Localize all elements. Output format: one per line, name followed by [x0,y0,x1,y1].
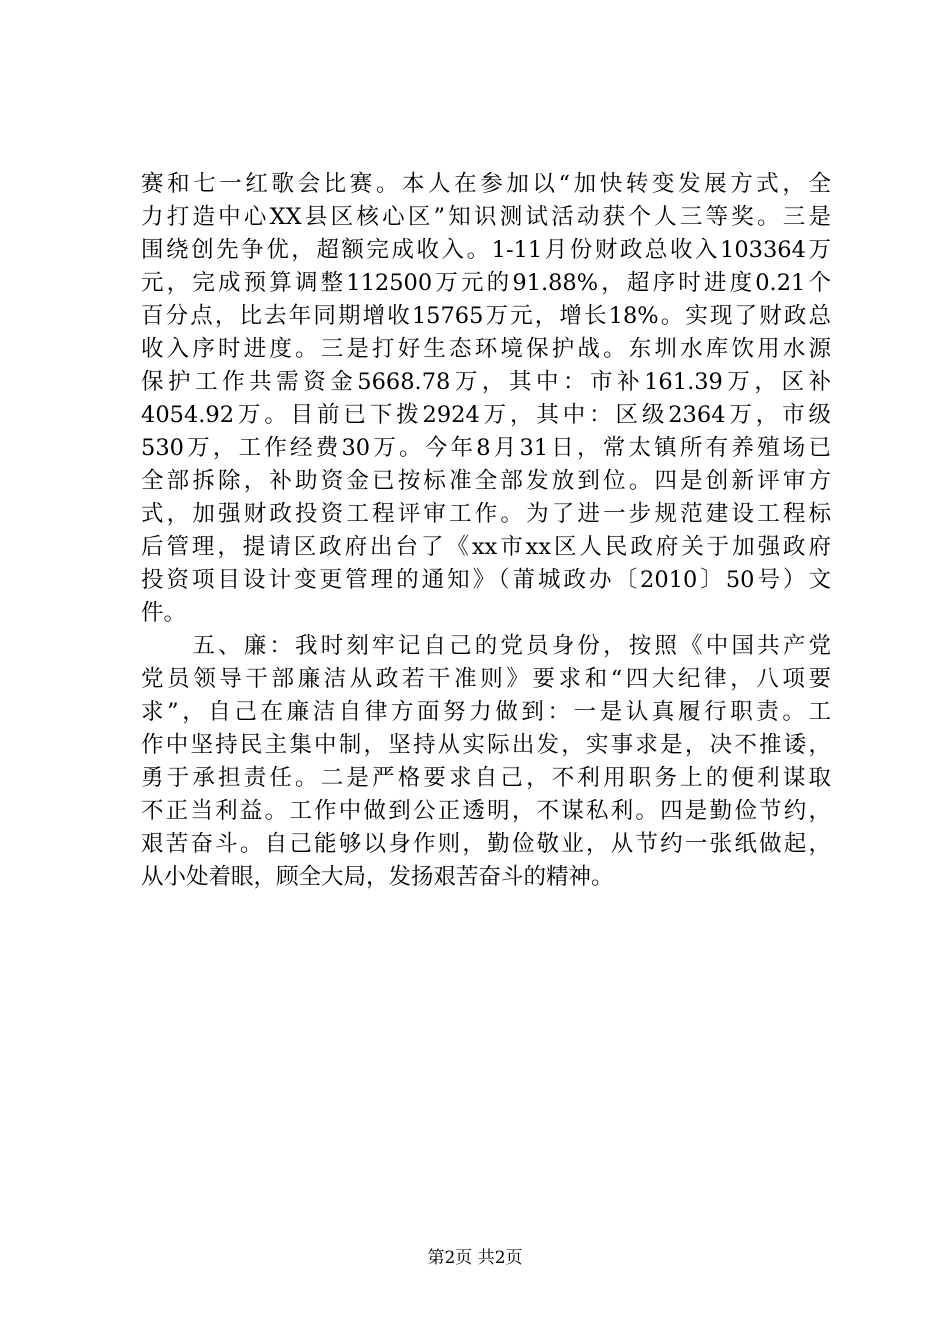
paragraph-achievements [141,168,831,630]
text-line: 从小处着眼，顾全大局，发扬艰苦奋斗的精神。 [141,864,614,890]
text-line: 五、廉：我时刻牢记自己的党员身份，按照《中国共产党 [141,633,831,659]
text-line: 党员领导干部廉洁从政若干准则》要求和“四大纪律，八项要 [141,666,831,692]
text-line: 式，加强财政投资工程评审工作。为了进一步规范建设工程标 [141,501,831,527]
text-line: 530万，工作经费30万。今年8月31日，常太镇所有养殖场已 [141,435,831,461]
text-line: 后管理，提请区政府出台了《xx市xx区人民政府关于加强政府 [141,534,831,560]
text-line: 围绕创先争优，超额完成收入。1-11月份财政总收入103364万 [141,237,831,263]
text-line: 赛和七一红歌会比赛。本人在参加以“加快转变发展方式，全 [141,171,831,197]
text-line: 件。 [141,600,187,626]
text-line: 4054.92万。目前已下拨2924万，其中：区级2364万，市级 [141,402,831,428]
text-line: 力打造中心XX县区核心区”知识测试活动获个人三等奖。三是 [141,204,831,230]
text-line: 元，完成预算调整112500万元的91.88%，超序时进度0.21个 [141,270,831,296]
text-line: 收入序时进度。三是打好生态环境保护战。东圳水库饮用水源 [141,336,831,362]
text-line: 勇于承担责任。二是严格要求自己，不利用职务上的便利谋取 [141,765,831,791]
text-line: 作中坚持民主集中制，坚持从实际出发，实事求是，决不推诿， [141,732,831,758]
text-line: 保护工作共需资金5668.78万，其中：市补161.39万，区补 [141,369,831,395]
page-number-footer: 第2页 共2页 [427,1248,523,1268]
text-line: 不正当利益。工作中做到公正透明，不谋私利。四是勤俭节约， [141,798,831,824]
document-body [141,168,831,894]
text-line: 百分点，比去年同期增收15765万元，增长18%。实现了财政总 [141,303,831,329]
text-line: 求”，自己在廉洁自律方面努力做到：一是认真履行职责。工 [141,699,831,725]
text-line: 艰苦奋斗。自己能够以身作则，勤俭敬业，从节约一张纸做起， [141,831,831,857]
paragraph-integrity [141,630,831,894]
text-line: 全部拆除，补助资金已按标准全部发放到位。四是创新评审方 [141,468,831,494]
text-line: 投资项目设计变更管理的通知》（莆城政办〔2010〕50号）文 [141,567,831,593]
